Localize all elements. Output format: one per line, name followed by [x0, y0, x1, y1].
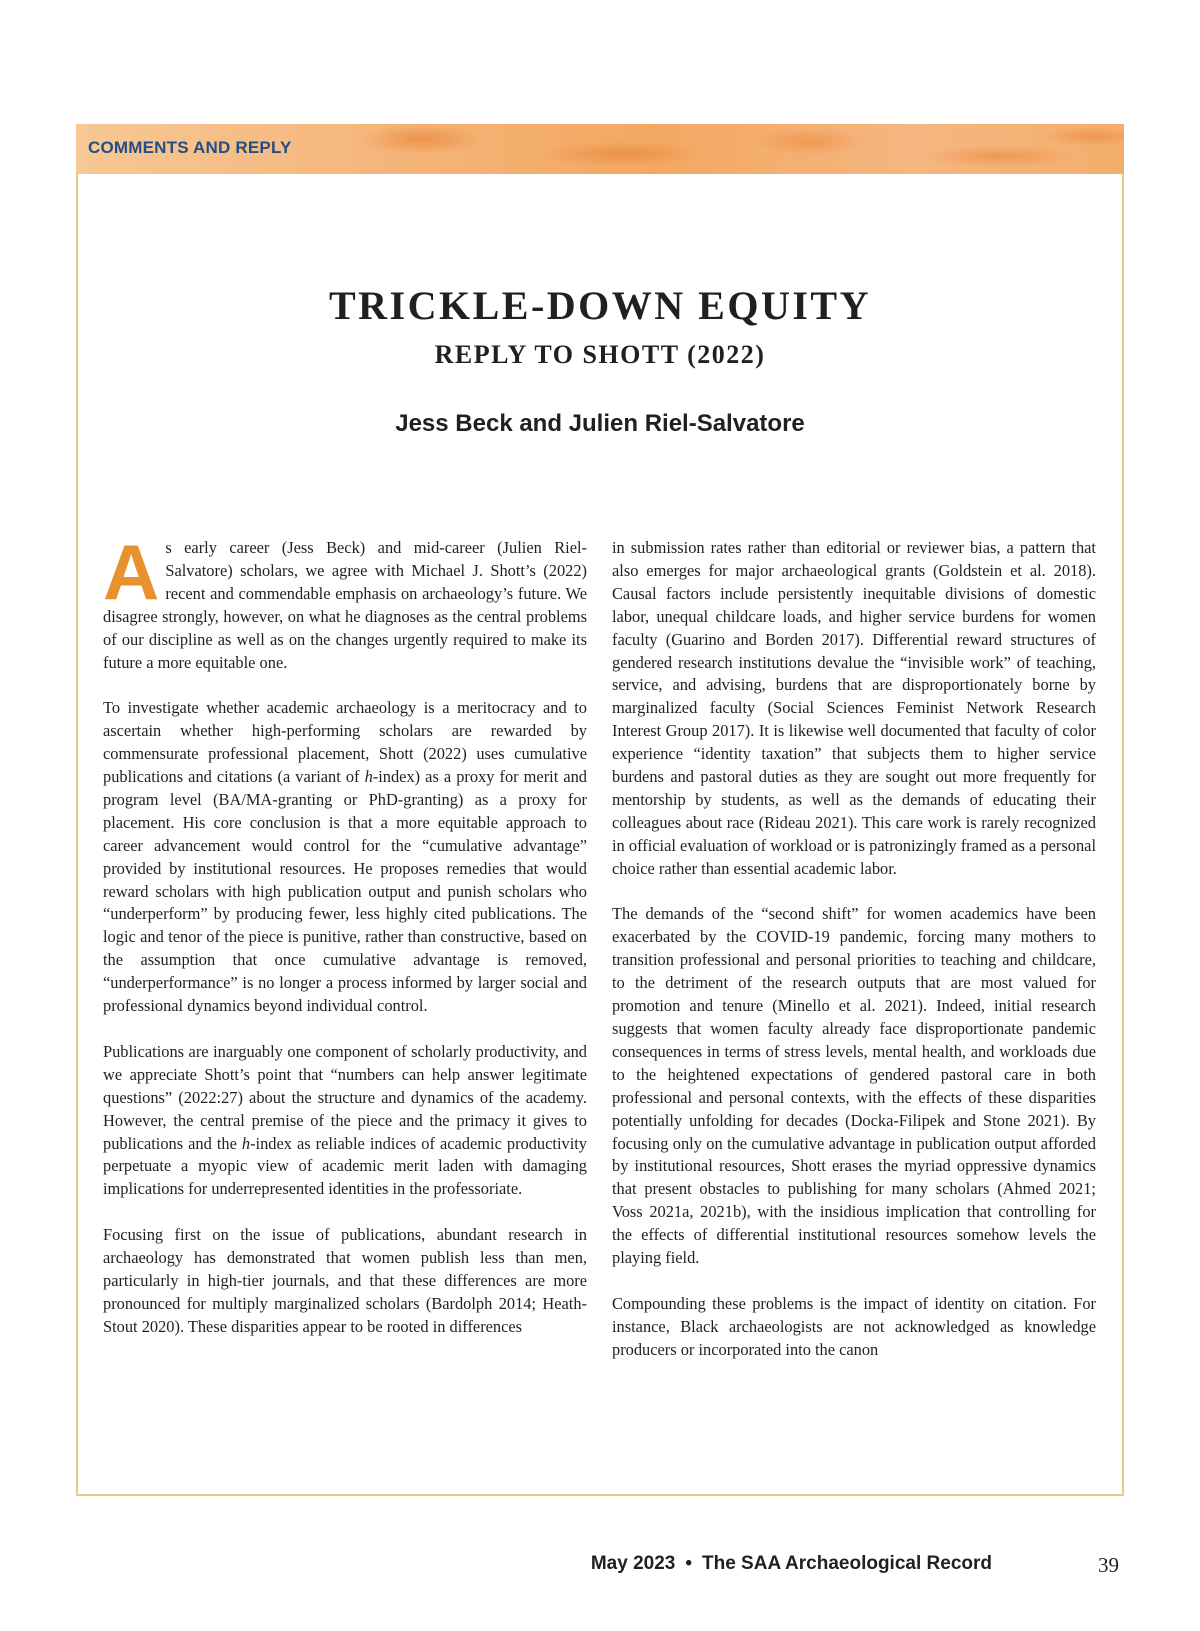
article-authors: Jess Beck and Julien Riel-Salvatore: [395, 410, 805, 437]
paragraph: Publications are inarguably one component of scholarly productivity, and we appreciate Shott’s point that “numbers can help answer legitimate questions” (2022:27) about the structure and dynamics of the academy. However, the central premise of the piece and the primacy it gives to publications and the h-index as reliable indices of academic productivity perpetuate a myopic view of academic merit laden with damaging implications for underrepresented identities in the professoriate.: [103, 1041, 587, 1199]
separator-dot: •: [685, 1553, 692, 1574]
drop-cap: A: [103, 528, 160, 616]
running-footer: [591, 1553, 992, 1575]
article-title: TRICKLE-DOWN EQUITY: [328, 283, 871, 328]
paragraph: As early career (Jess Beck) and mid-career (Julien Riel-Salvatore) scholars, we agree with Michael J. Shott’s (2022) recent and commendable emphasis on archaeology’s future. We disagree strongly, however, on what he diagnoses as the central problems of our discipline as well as on the changes urgently required to make its future a more equitable one.: [103, 528, 587, 672]
paragraph: Compounding these problems is the impact of identity on citation. For instance, Black archaeologists are not acknowledged as knowledge producers or incorporated into the canon: [612, 1293, 1096, 1359]
paragraph: The demands of the “second shift” for women academics have been exacerbated by the COVID-19 pandemic, forcing many mothers to transition professional and personal priorities to teaching and childcare, to the detriment of the research outputs that are most valued for promotion and tenure (Minello et al. 2021). Indeed, initial research suggests that women faculty already face disproportionate pandemic consequences in terms of stress levels, mental health, and workloads due to the heightened expectations of gendered pastoral care in both professional and personal contexts, with the effects of these disparities potentially unfolding for decades (Docka-Filipek and Stone 2021). By focusing only on the cumulative advantage in publication output afforded by institutional resources, Shott erases the myriad oppressive dynamics that present obstacles to publishing for many scholars (Ahmed 2021; Voss 2021a, 2021b), with the insidious implication that controlling for the effects of differential institutional resources somehow levels the playing field.: [612, 904, 1096, 1268]
issue-date: May 2023: [590, 1553, 676, 1574]
article-subtitle: REPLY TO SHOTT (2022): [434, 340, 766, 369]
page-number: 39: [1098, 1553, 1119, 1577]
left-column: [103, 528, 587, 1362]
publication-name: The SAA Archaeological Record: [702, 1553, 992, 1574]
section-label: COMMENTS AND REPLY: [88, 138, 292, 157]
paragraph: To investigate whether academic archaeology is a meritocracy and to ascertain whether high-performing scholars are rewarded by commensurate professional placement, Shott (2022) uses cumulative publications and citations (a variant of h-index) as a proxy for merit and program level (BA/MA-granting or PhD-granting) as a proxy for placement. His core conclusion is that a more equitable approach to career advancement would control for the “cumulative advantage” provided by institutional resources. He proposes remedies that would reward scholars with high publication output and punish scholars who “underperform” by producing fewer, less highly cited publications. The logic and tenor of the piece is punitive, rather than constructive, based on the assumption that once cumulative advantage is removed, “underperformance” is no longer a process informed by larger social and professional dynamics beyond individual control.: [103, 698, 587, 1016]
right-column: [612, 537, 1096, 1384]
section-banner: [76, 124, 1124, 174]
paragraph: in submission rates rather than editorial or reviewer bias, a pattern that also emerges for major archaeological grants (Goldstein et al. 2018). Causal factors include persistently inequitable divisions of domestic labor, unequal childcare loads, and higher service burdens for women faculty (Guarino and Borden 2017). Differential reward structures of gendered research institutions devalue the “invisible work” of teaching, service, and advising, burdens that are disproportionately borne by marginalized faculty (Social Sciences Feminist Network Research Interest Group 2017). It is likewise well documented that faculty of color experience “identity taxation” that subjects them to higher service burdens and pastoral duties as they are sought out more frequently for mentorship by students, as well as the demands of educating their colleagues about race (Rideau 2021). This care work is rarely recognized in official evaluation of workload or is patronizingly framed as a personal choice rather than essential academic labor.: [612, 538, 1096, 878]
paragraph: Focusing first on the issue of publications, abundant research in archaeology has demonstrated that women publish less than men, particularly in high-tier journals, and that these differences are more pronounced for multiply marginalized scholars (Bardolph 2014; Heath-Stout 2020). These disparities appear to be rooted in differences: [103, 1225, 587, 1336]
